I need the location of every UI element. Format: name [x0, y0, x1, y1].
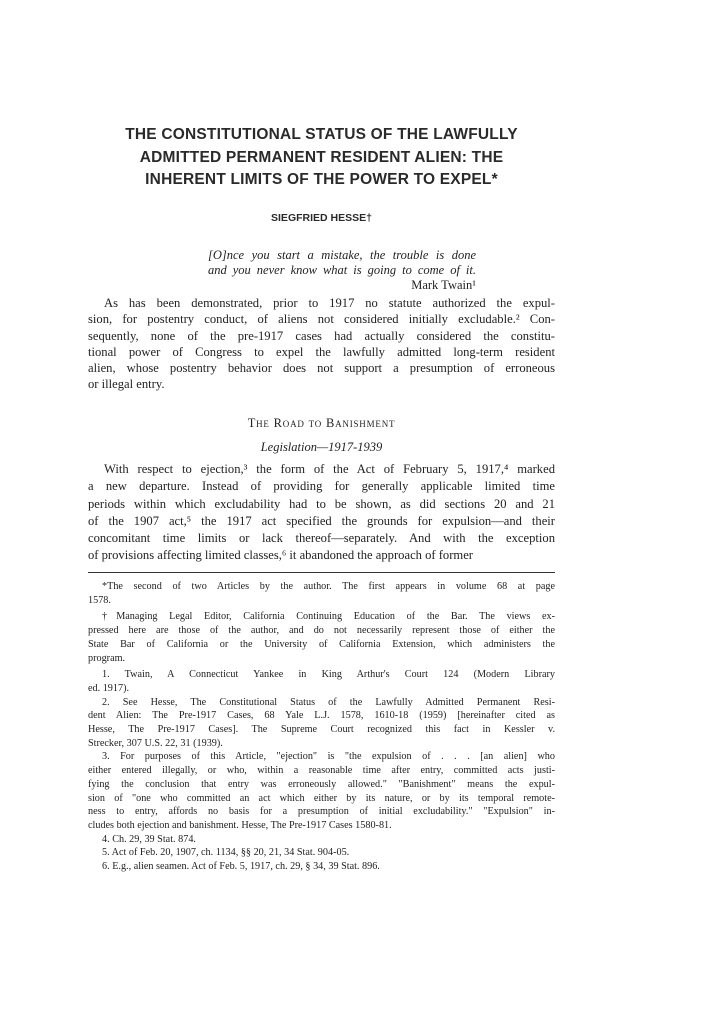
title-line: INHERENT LIMITS OF THE POWER TO EXPEL*: [145, 171, 498, 188]
text-line: a new departure. Instead of providing for generally applicable limited time: [88, 479, 555, 494]
footnote-line: dent Alien: The Pre-1917 Cases, 68 Yale L.J. 1578, 1610-18 (1959) [hereinafter cited as: [88, 710, 555, 722]
epigraph-line: and you never know what is going to come of it.: [208, 263, 476, 277]
text-line: concomitant time limits or lack thereof—separately. And with the exception: [88, 531, 555, 546]
footnote: [88, 610, 555, 665]
footnote-line: fying the conclusion that entry was erroneously allowed." "Banishment" means the expul-: [88, 778, 555, 790]
footnote-line: pressed here are those of the author, and do not necessarily represent those of either the: [88, 625, 555, 637]
epigraph-attribution: Mark Twain¹: [411, 278, 476, 292]
footnote-line: 1. Twain, A Connecticut Yankee in King Arthur's Court 124 (Modern Library: [102, 669, 555, 681]
footnote: [88, 846, 555, 860]
text-line: of the 1907 act,⁵ the 1917 act specified the grounds for expulsion—and their: [88, 513, 555, 528]
footnote-line: †Managing Legal Editor, California Continuing Education of the Bar. The views ex-: [102, 611, 555, 623]
footnote: [88, 696, 555, 751]
footnote-line: Strecker, 307 U.S. 22, 31 (1939).: [88, 737, 223, 749]
text-line: tional power of Congress to expel the lawfully admitted long-term resident: [88, 344, 555, 359]
footnote: [88, 860, 555, 874]
footnote-line: ed. 1917).: [88, 682, 130, 694]
text-line: As has been demonstrated, prior to 1917 no statute authorized the expul-: [104, 296, 555, 310]
text-line: periods within which excludability had to be shown, as did sections 20 and 21: [88, 496, 555, 511]
footnote-line: 5. Act of Feb. 20, 1907, ch. 1134, §§ 20, 21, 34 Stat. 904-05.: [102, 847, 350, 859]
text-line: alien, whose postentry behavior does not support a presumption of erroneous: [88, 361, 555, 376]
subsection-heading: Legislation—1917-1939: [260, 440, 383, 454]
footnote-line: 6. E.g., alien seamen. Act of Feb. 5, 1917, ch. 29, § 34, 39 Stat. 896.: [102, 861, 380, 873]
text-line: sequently, none of the pre-1917 cases had actually considered the constitu-: [88, 328, 555, 343]
footnote-line: *The second of two Articles by the author. The first appears in volume 68 at page: [102, 581, 555, 592]
title-line: THE CONSTITUTIONAL STATUS OF THE LAWFULLY: [125, 126, 518, 143]
title-line: ADMITTED PERMANENT RESIDENT ALIEN: THE: [139, 148, 504, 166]
footnote: [88, 833, 555, 847]
footnote-line: sion of "one who committed an act which either by its nature, or by its temporal remote-: [88, 792, 555, 804]
body-paragraph-1: [88, 295, 555, 393]
text-line: of provisions affecting limited classes,⁶ it abandoned the approach of former: [88, 548, 474, 563]
footnote: [88, 580, 555, 607]
footnote-line: 2. See Hesse, The Constitutional Status of the Lawfully Admitted Permanent Resi-: [102, 696, 555, 708]
epigraph-line: [O]nce you start a mistake, the trouble is done: [208, 248, 476, 262]
footnote-line: 1578.: [88, 594, 111, 606]
footnote-line: cludes both ejection and banishment. Hesse, The Pre-1917 Cases 1580-81.: [88, 819, 392, 831]
epigraph: [208, 248, 476, 293]
text-line: With respect to ejection,³ the form of the Act of February 5, 1917,⁴ marked: [104, 462, 555, 476]
footnote-line: Hesse, The Pre-1917 Cases]. The Supreme Court recognized this fact in Kessler v.: [88, 724, 555, 736]
author-name: SIEGFRIED HESSE†: [271, 212, 372, 224]
footnote-line: program.: [88, 652, 126, 664]
text-line: sion, for postentry conduct, of aliens not considered initially excludable.² Con-: [88, 312, 555, 327]
text-line: or illegal entry.: [88, 377, 165, 392]
section-heading: The Road to Banishment: [247, 416, 396, 430]
footnote-line: ness to entry, affords no basis for a presumption of initial excludability." "Expulsion" in-: [88, 806, 555, 818]
footnote-divider: [88, 572, 555, 573]
footnotes: [88, 580, 555, 874]
footnote-line: 4. Ch. 29, 39 Stat. 874.: [102, 833, 196, 845]
footnote-line: State Bar of California or the University of California Extension, which administers the: [88, 638, 555, 650]
footnote-line: 3. For purposes of this Article, "ejection" is "the expulsion of . . . [an alien] who: [102, 751, 555, 763]
body-paragraph-2: [88, 461, 555, 565]
article-title: [88, 124, 555, 192]
footnote: [88, 668, 555, 695]
footnote-line: either entered illegally, or who, within a reasonable time after entry, committed acts justi-: [88, 765, 555, 777]
footnote: [88, 750, 555, 832]
